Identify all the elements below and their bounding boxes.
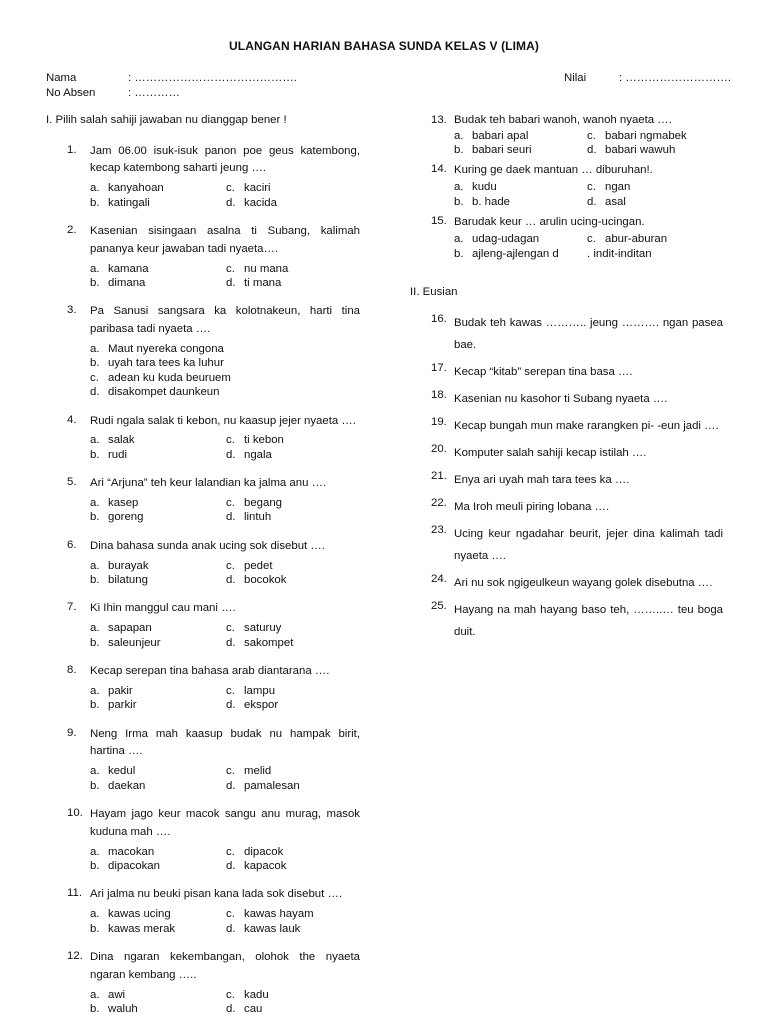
option-text: parkir [108, 699, 137, 712]
answer-option [90, 196, 226, 210]
essay-item [410, 312, 723, 356]
essay-item [410, 388, 723, 410]
question-number: 11. [67, 887, 82, 900]
option-letter: b. [90, 511, 100, 524]
question-number: 5. [67, 476, 77, 489]
essay-item [410, 572, 723, 594]
answer-option [90, 496, 226, 510]
option-letter: a. [90, 988, 100, 1001]
answer-option [226, 764, 360, 778]
question-number: 20. [431, 442, 447, 455]
essay-item [410, 599, 723, 643]
option-text: lampu [244, 684, 276, 697]
nilai-row [564, 71, 731, 86]
option-text: b. hade [472, 195, 511, 208]
answer-options [454, 232, 723, 261]
option-letter: b. [90, 574, 100, 587]
answer-option [454, 195, 587, 209]
question-number: 9. [67, 726, 77, 739]
option-letter: b. [90, 922, 100, 935]
option-letter: c. [226, 182, 235, 195]
option-text: saleunjeur [108, 636, 161, 649]
absen-label: No Absen [46, 87, 96, 99]
option-letter: d. [587, 144, 597, 156]
option-letter: b. [90, 196, 100, 209]
question-number: 18. [431, 388, 447, 401]
answer-options [454, 180, 723, 209]
option-letter: b. [90, 1003, 100, 1016]
option-letter: b. [90, 779, 100, 792]
option-text: dimana [108, 277, 146, 289]
option-text: kadu [244, 988, 269, 1001]
absen-value: : ………… [128, 87, 180, 99]
answer-option [90, 559, 226, 573]
option-text: dipacok [244, 845, 284, 858]
question-text: Ari “Arjuna” teh keur lalandian ka jalma anu …. [90, 477, 327, 490]
question-text: Rudi ngala salak ti kebon, nu kaasup jejer nyaeta …. [90, 414, 356, 427]
option-letter: c. [226, 908, 235, 921]
option-letter: d. [226, 636, 236, 649]
answer-option [587, 180, 723, 194]
question-item [46, 663, 360, 713]
question-number: 4. [67, 413, 77, 426]
option-letter: b. [454, 247, 464, 260]
question-item [46, 886, 360, 936]
answer-option [90, 371, 360, 385]
option-text: . indit-inditan [587, 247, 652, 260]
question-item [410, 113, 723, 157]
option-letter: b. [454, 195, 464, 208]
answer-option [90, 764, 226, 778]
question-number: 8. [67, 664, 77, 677]
option-text: uyah tara tees ka luhur [108, 357, 224, 370]
question-text: Budak teh babari wanoh, wanoh nyaeta …. [454, 114, 672, 126]
question-text: Budak teh kawas ……….. jeung ………. ngan pasea bae. [454, 316, 723, 351]
answer-option [226, 636, 360, 650]
option-text: burayak [108, 559, 149, 572]
question-text: Enya ari uyah mah tara tees ka …. [454, 473, 630, 486]
question-item [46, 600, 360, 650]
answer-option [90, 262, 226, 276]
answer-option [90, 845, 226, 859]
option-text: disakompet daunkeun [108, 386, 220, 399]
option-letter: c. [226, 988, 235, 1001]
option-letter: d. [226, 574, 236, 587]
option-text: babari apal [472, 129, 529, 142]
answer-option [226, 510, 360, 524]
option-letter: d. [226, 511, 236, 524]
option-text: daekan [108, 779, 146, 792]
question-item [410, 162, 723, 209]
question-item [46, 413, 360, 463]
question-text: Dina ngaran kekembangan, olohok the nyaeta ngaran kembang ….. [90, 951, 360, 981]
option-letter: a. [90, 845, 100, 858]
question-text: Jam 06.00 isuk-isuk panon poe geus katembong, kecap katembong saharti jeung …. [90, 144, 360, 175]
absen-row [46, 86, 180, 101]
question-number: 6. [67, 538, 77, 551]
answer-option [90, 448, 226, 462]
answer-option [90, 433, 226, 447]
option-text: babari ngmabek [605, 129, 687, 142]
answer-option [90, 621, 226, 635]
answer-option [454, 232, 587, 246]
question-number: 22. [431, 496, 447, 509]
answer-options [90, 845, 360, 874]
question-text: Hayang na mah hayang baso teh, ……..… teu boga duit. [454, 603, 723, 638]
essay-item [410, 523, 723, 567]
option-letter: d. [226, 699, 236, 712]
option-letter: d. [587, 195, 597, 208]
option-letter: a. [454, 181, 464, 194]
option-text: ti kebon [244, 434, 284, 447]
option-text: udag-udagan [472, 233, 540, 246]
option-text: pedet [244, 559, 273, 572]
option-letter: a. [90, 684, 100, 697]
option-letter: a. [90, 908, 100, 921]
answer-option [90, 779, 226, 793]
question-item [46, 475, 360, 525]
answer-option [587, 143, 723, 157]
option-letter: d. [226, 1003, 236, 1016]
option-text: melid [244, 765, 272, 778]
option-letter: c. [226, 262, 235, 275]
answer-option [454, 143, 587, 157]
answer-option [587, 129, 723, 143]
option-letter: c. [587, 129, 596, 142]
essay-item [410, 496, 723, 518]
answer-options [90, 262, 360, 291]
question-item [46, 949, 360, 1016]
answer-option [90, 1002, 226, 1016]
option-letter: a. [90, 262, 100, 275]
answer-option [226, 262, 360, 276]
option-letter: b. [90, 636, 100, 649]
nama-label: Nama [46, 72, 77, 84]
option-text: pakir [108, 684, 133, 697]
question-text: Kasenian nu kasohor ti Subang nyaeta …. [454, 392, 668, 405]
question-text: Hayam jago keur macok sangu anu murag, masok kuduna mah …. [90, 808, 360, 838]
option-letter: a. [90, 182, 100, 195]
answer-option [226, 573, 360, 587]
answer-option [90, 342, 360, 356]
option-text: kasep [108, 497, 139, 510]
question-text: Ma Iroh meuli piring lobana …. [454, 500, 610, 513]
question-text: Komputer salah sahiji kecap istilah …. [454, 446, 647, 459]
answer-option [226, 621, 360, 635]
option-letter: d. [90, 386, 100, 399]
answer-options [90, 764, 360, 793]
option-letter: a. [90, 343, 100, 355]
answer-option [90, 907, 226, 921]
option-letter: b. [454, 144, 464, 156]
option-text: cau [244, 1003, 263, 1016]
question-text: Ari nu sok ngigeulkeun wayang golek disebutna …. [454, 576, 713, 589]
question-text: Pa Sanusi sangsara ka kolotnakeun, harti tina paribasa tadi nyaeta …. [90, 305, 360, 336]
option-text: waluh [108, 1003, 138, 1016]
question-number: 17. [431, 361, 447, 374]
answer-option [587, 247, 723, 261]
answer-option [90, 385, 360, 399]
question-number: 23. [431, 523, 447, 536]
option-text: sapapan [108, 622, 152, 635]
answer-option [454, 247, 587, 261]
essay-item [410, 415, 723, 437]
question-number: 7. [67, 601, 77, 614]
answer-option [226, 907, 360, 921]
answer-options [90, 559, 360, 588]
option-letter: d. [226, 860, 236, 873]
option-text: ngan [605, 181, 631, 194]
option-text: asal [605, 195, 626, 208]
answer-options [90, 907, 360, 936]
question-text: Kecap serepan tina bahasa arab diantarana …. [90, 665, 330, 678]
option-text: kawas ucing [108, 908, 171, 921]
option-text: kapacok [244, 860, 287, 873]
option-text: begang [244, 497, 283, 510]
answer-option [226, 448, 360, 462]
answer-option [90, 510, 226, 524]
answer-option [454, 180, 587, 194]
option-text: kamana [108, 262, 149, 275]
essay-item [410, 469, 723, 491]
answer-option [226, 922, 360, 936]
answer-option [226, 276, 360, 290]
option-text: kudu [472, 181, 497, 194]
option-letter: c. [587, 233, 596, 246]
question-text: Kasenian sisingaan asalna ti Subang, kalimah pananya keur jawaban tadi nyaeta…. [90, 225, 360, 255]
option-text: awi [108, 988, 126, 1001]
option-letter: c. [226, 559, 235, 572]
option-letter: c. [90, 371, 99, 384]
nilai-value: : ………………………. [619, 72, 732, 84]
right-column [410, 113, 723, 643]
option-text: goreng [108, 511, 144, 524]
question-item [410, 214, 723, 261]
nama-value: : ……………………………………. [128, 72, 297, 84]
answer-option [587, 232, 723, 246]
option-letter: d. [226, 922, 236, 935]
answer-option [226, 684, 360, 698]
answer-options [90, 433, 360, 462]
option-text: babari wawuh [605, 144, 676, 156]
option-text: adean ku kuda beuruem [108, 371, 231, 384]
question-item [46, 143, 360, 210]
answer-option [226, 559, 360, 573]
question-item [46, 223, 360, 290]
option-text: rudi [108, 448, 127, 461]
answer-option [226, 988, 360, 1002]
essay-item [410, 361, 723, 383]
option-text: sakompet [244, 636, 294, 649]
nama-row [46, 71, 297, 86]
option-text: lintuh [244, 511, 272, 524]
answer-option [90, 988, 226, 1002]
option-letter: a. [454, 129, 464, 142]
answer-options [90, 342, 360, 400]
question-text: Kecap “kitab” serepan tina basa …. [454, 365, 633, 378]
option-text: salak [108, 434, 135, 447]
answer-option [90, 573, 226, 587]
answer-option [90, 698, 226, 712]
option-letter: a. [90, 622, 100, 635]
option-letter: a. [90, 434, 100, 447]
answer-option [226, 859, 360, 873]
option-letter: b. [90, 699, 100, 712]
option-letter: c. [587, 181, 596, 194]
question-number: 14. [431, 163, 447, 176]
option-text: katingali [108, 196, 150, 209]
option-letter: b. [90, 277, 100, 289]
answer-option [226, 433, 360, 447]
question-number: 25. [431, 599, 447, 612]
question-number: 16. [431, 312, 447, 325]
option-text: macokan [108, 845, 155, 858]
option-letter: c. [226, 434, 235, 447]
option-letter: a. [90, 765, 100, 778]
option-text: ajleng-ajlengan d [472, 247, 559, 260]
option-letter: b. [90, 357, 100, 370]
option-text: babari seuri [472, 144, 532, 156]
answer-option [90, 859, 226, 873]
option-text: ngala [244, 448, 272, 461]
option-letter: a. [90, 497, 100, 510]
option-text: kanyahoan [108, 182, 164, 195]
answer-option [226, 181, 360, 195]
left-column [46, 113, 360, 1017]
option-text: pamalesan [244, 779, 300, 792]
option-text: dipacokan [108, 860, 160, 873]
answer-option [90, 181, 226, 195]
option-text: kawas merak [108, 922, 176, 935]
question-text: Dina bahasa sunda anak ucing sok disebut …. [90, 539, 325, 552]
question-number: 1. [67, 143, 77, 156]
option-text: saturuy [244, 622, 282, 635]
option-text: nu mana [244, 262, 289, 275]
option-letter: d. [226, 277, 236, 289]
question-number: 19. [431, 415, 447, 428]
question-text: Ki Ihin manggul cau mani …. [90, 602, 236, 615]
answer-options [90, 621, 360, 650]
option-text: kaciri [244, 182, 271, 195]
question-number: 21. [431, 469, 447, 482]
option-letter: c. [226, 684, 235, 697]
question-number: 3. [67, 304, 77, 317]
answer-options [90, 684, 360, 713]
option-text: ekspor [244, 699, 279, 712]
option-text: kacida [244, 196, 277, 209]
option-letter: d. [226, 448, 236, 461]
answer-option [226, 196, 360, 210]
answer-option [90, 636, 226, 650]
answer-options [454, 129, 723, 158]
question-item [46, 303, 360, 399]
section-1-heading: I. Pilih salah sahiji jawaban nu dianggap bener ! [46, 114, 287, 126]
question-number: 10. [67, 807, 83, 820]
option-text: kawas lauk [244, 922, 301, 935]
option-letter: a. [90, 559, 100, 572]
option-letter: c. [226, 622, 235, 635]
answer-options [90, 181, 360, 210]
question-number: 24. [431, 572, 447, 585]
answer-option [587, 195, 723, 209]
essay-list [410, 312, 723, 643]
option-text: abur-aburan [605, 233, 668, 246]
answer-option [226, 496, 360, 510]
option-text: kedul [108, 765, 136, 778]
option-text: kawas hayam [244, 908, 314, 921]
answer-option [90, 922, 226, 936]
option-letter: b. [90, 860, 100, 873]
essay-item [410, 442, 723, 464]
option-text: ti mana [244, 277, 282, 289]
option-letter: c. [226, 497, 235, 510]
answer-option [226, 1002, 360, 1016]
question-number: 13. [431, 114, 447, 126]
option-letter: d. [226, 196, 236, 209]
option-text: bilatung [108, 574, 148, 587]
question-text: Ari jalma nu beuki pisan kana lada sok disebut …. [90, 888, 343, 901]
question-text: Ucing keur ngadahar beurit, jejer dina kalimah tadi nyaeta …. [454, 527, 723, 562]
option-letter: c. [226, 765, 235, 778]
option-letter: c. [226, 845, 235, 858]
question-number: 2. [67, 224, 77, 236]
nilai-label: Nilai [564, 72, 587, 84]
answer-option [226, 845, 360, 859]
answer-option [454, 129, 587, 143]
answer-options [90, 496, 360, 525]
multiple-choice-list-continued [410, 113, 723, 261]
question-text: Kuring ge daek mantuan … diburuhan!. [454, 164, 653, 177]
section-2-heading: II. Eusian [410, 286, 458, 299]
option-text: Maut nyereka congona [108, 343, 224, 355]
question-number: 15. [431, 215, 447, 228]
page-title: ULANGAN HARIAN BAHASA SUNDA KELAS V (LIMA) [229, 39, 539, 53]
answer-option [226, 698, 360, 712]
answer-option [90, 356, 360, 370]
answer-option [226, 779, 360, 793]
question-number: 12. [67, 950, 83, 963]
answer-option [90, 276, 226, 290]
option-text: bocokok [244, 574, 287, 587]
question-item [46, 806, 360, 873]
option-letter: d. [226, 779, 236, 792]
question-text: Neng Irma mah kaasup budak nu hampak birit, hartina …. [90, 727, 360, 758]
option-letter: b. [90, 448, 100, 461]
option-letter: a. [454, 233, 464, 246]
multiple-choice-list [46, 143, 360, 1017]
question-item [46, 726, 360, 793]
answer-options [90, 988, 360, 1017]
question-text: Kecap bungah mun make rarangken pi- -eun jadi …. [454, 419, 719, 432]
question-item [46, 538, 360, 588]
answer-option [90, 684, 226, 698]
question-text: Barudak keur … arulin ucing-ucingan. [454, 216, 645, 229]
